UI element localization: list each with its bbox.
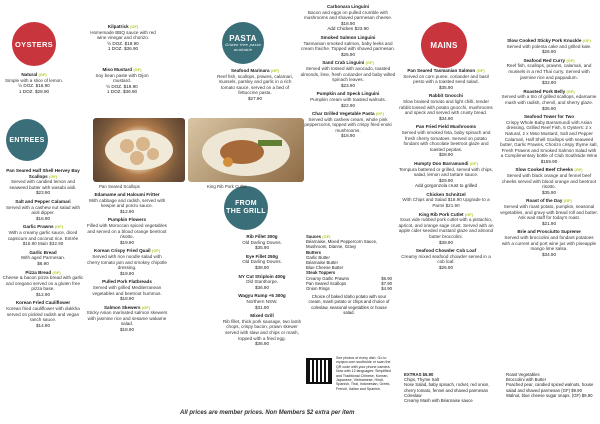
item-desc: Old Stanthorpe. <box>245 279 279 285</box>
grill-list <box>222 234 302 350</box>
item-desc: Tasmanian smoked salmon, baby leeks and cream fraiche. Topped with shaved parmesan. <box>301 40 395 52</box>
gf-tag: (GF) <box>476 68 485 73</box>
oysters-natural <box>4 72 64 94</box>
gf-tag: (GF) <box>469 160 478 166</box>
gf-tag: (GF) <box>48 173 58 179</box>
extras-item: Chips, Thyme Salt <box>404 377 440 383</box>
item-name: Garlic Prawns <box>22 224 54 230</box>
sides-note: Choice of baked Idaho potato with sour cream, mash potato or chips and choice of coleslaw, seasonal vegetables or house salad. <box>308 294 390 315</box>
toppers-title: Steak Toppers <box>306 270 336 276</box>
gf-tag: (GF) <box>375 111 385 117</box>
item-price: $18.90 <box>340 133 356 139</box>
gf-tag: (GF) <box>52 269 61 275</box>
item-desc: Tempura battered or grilled, served with chips, salad, lemon and tartare sauce. <box>399 166 493 178</box>
item-desc: Cheese & bacon pizza bread with garlic and oregano served on a gluten free pizza base. <box>2 275 84 292</box>
item-price: $6.90 <box>37 260 49 266</box>
grill-item <box>222 274 302 291</box>
item-price: $21.90 <box>541 220 557 226</box>
grill-circle <box>224 186 268 230</box>
item-price: $39.90 <box>438 239 454 245</box>
item-price: $12.90 <box>35 291 51 297</box>
topper-price: $7.90 <box>381 280 392 286</box>
pasta-item <box>300 60 396 88</box>
item-name: Salt and Pepper Calamari <box>15 198 71 204</box>
pork-cutlet-photo <box>188 118 304 182</box>
pasta2-list <box>300 4 396 142</box>
main-item <box>398 161 494 189</box>
item-desc: Crispy Whole Baby Barramundi with Asian dressing, Grilled Reef Fish, 6 Oysters: 2 x Natural, 2 x Miso Mustard, Salt and Pepper Calamari, Half Shell Scallops with seaweed butter, Garlic Prawns, Chorizo crispy thyme salt, Fresh Prawns and Smoked Salmon Salad with a Complimentary bottle of Club Southside Wine <box>500 119 598 159</box>
item-desc: Sous vide rubbed pork cutlet with a pistachio, apricot, and orange sage crust. Served with an apple cider seeded mustard glaze and almond butter broccolini. <box>398 217 494 240</box>
entree-item <box>2 199 84 221</box>
item-desc: Filled with Moroccan spiced vegetables and served on a blood orange beetroot risotto. <box>87 222 167 240</box>
gf-tag: (GF) <box>365 60 374 66</box>
item-desc: Old Darling Downs. <box>242 259 282 265</box>
item-desc: Homemade BBQ sauce with red wine vinegar and chorizo. <box>90 29 156 41</box>
item-desc: With cabbage and radish, served with kewpie and ponzu sauce. <box>88 197 166 209</box>
grill-item <box>222 234 302 251</box>
item-desc: Served with grilled Mediterranean vegetables and beetroot hummus. <box>92 284 162 296</box>
butter-item: Béarnaise Butter <box>306 260 339 266</box>
oysters-circle <box>12 22 56 66</box>
main-item <box>398 248 494 270</box>
gf-tag: (GF) <box>566 57 575 63</box>
item-price: ½ DOZ. $19.90 <box>107 40 139 46</box>
item-name: Garlic Bread <box>29 249 57 255</box>
pork-cutlet-illustration <box>188 118 304 182</box>
entree-item <box>2 250 84 267</box>
sides-title: Roast Vegetables <box>506 372 540 377</box>
item-desc: Served with rice noodle salad with cherry tomato jam and smokey chipotle dressing. <box>87 253 167 271</box>
item-name: Roast of the Day <box>526 198 563 204</box>
item-desc: Northern NSW. <box>246 298 278 304</box>
item-desc: With a creamy garlic sauce, diced capsicum and coconut rice. Entrée $16.90 Main $32.90 <box>7 229 79 247</box>
main-item <box>500 58 598 86</box>
item-desc: Bacon and eggs on pulled crumble with mushrooms and shaved parmesan cheese. <box>303 9 393 21</box>
item-price: $12.90 <box>119 208 135 214</box>
item-name: Pan Seared Tasmanian Salmon <box>407 68 476 73</box>
item-name: Char Grilled Vegetable Pasta <box>311 111 375 117</box>
grill-title: THE GRILL <box>226 208 266 215</box>
gf-tag: (GF) <box>133 67 142 72</box>
entree-item <box>2 270 84 298</box>
item-name: Pulled Pork Flatbreads <box>102 279 152 285</box>
gf-tag: (GF) <box>54 224 64 230</box>
item-name: Korean Crispy Fried Quail <box>93 248 151 254</box>
item-price: $28.90 <box>438 152 454 158</box>
extras-item: Nose Salad, baby spinach, rocket, red onion, cherry tomato, fennel and shaved parmesan <box>404 382 490 393</box>
item-desc: Soy bean paste with Dijon mustard. <box>95 72 149 84</box>
item-name: Pumpkin and Speck Linguini <box>316 91 380 97</box>
oysters-title: OYSTERS <box>15 39 53 49</box>
item-name: Pan Seared Half Shell Hervey Bay Scallops <box>6 168 80 179</box>
topper-row <box>306 286 392 291</box>
gf-tag: (GF) <box>151 248 161 254</box>
item-price: ½ DOZ. $19.90 <box>106 83 138 89</box>
grill-from: FROM <box>235 200 257 207</box>
item-price: $18.90 <box>119 327 135 333</box>
gf-tag: (GF) <box>464 211 474 217</box>
item-name: Seafood Tower for Two <box>523 114 575 120</box>
pasta-item <box>300 4 396 32</box>
item-name: Sand Crab Linguini <box>322 60 365 66</box>
item-name: Chicken Schnitzel <box>426 191 466 197</box>
butter-item: Garlic Butter <box>306 254 330 260</box>
main-item <box>398 68 494 90</box>
item-name: Eye Fillet 250g <box>246 253 278 259</box>
gf-tag: (GF) <box>141 304 150 310</box>
mains-circle <box>421 22 467 68</box>
item-price: 1 DOZ. $36.90 <box>106 89 138 95</box>
oysters-kilpatrick <box>86 24 160 52</box>
main-item <box>398 93 494 121</box>
topper-price: $6.90 <box>381 275 392 281</box>
item-price: $23.90 <box>35 190 51 196</box>
item-price: $36.90 <box>254 284 270 290</box>
caption-pork-cutlet: King Rib Pork Cutlet <box>207 184 247 189</box>
item-desc: Served with a cashew nut salad with aioli dipper. <box>5 204 81 216</box>
main-item <box>398 192 494 209</box>
pasta-title: PASTA <box>229 34 257 43</box>
item-name: Humpty Doo Barramundi <box>414 160 469 166</box>
qr-code[interactable] <box>306 358 332 384</box>
grill-item <box>222 313 302 347</box>
item-name: Seafood Marinara <box>230 68 270 73</box>
item-desc: Served with broccolini and fondant potatoes with a current and port wine jus with pineapple mango lime salsa. <box>501 235 597 252</box>
item-price-alt: Add Chicken $23.90 <box>327 26 369 32</box>
entree-item <box>86 217 168 245</box>
entrees-circle <box>6 119 48 161</box>
mains2-list <box>500 38 598 260</box>
scallops-photo <box>93 118 185 182</box>
item-desc: Served with roast potato, pumpkin, seasonal vegetables, and gravy with bread roll and butter. Ask wait staff for today's roast. <box>500 204 598 221</box>
entrees-list <box>2 168 84 331</box>
topper-price: $4.90 <box>381 286 392 292</box>
item-price: $19.90 <box>119 270 135 276</box>
entree-item <box>86 192 168 214</box>
gf-tag: (GF) <box>566 88 575 94</box>
sauces-panel <box>306 234 392 315</box>
main-item <box>500 198 598 226</box>
item-desc: Served on corn puree, coriander and basil pesto with a toasted seed salad. <box>403 73 489 85</box>
scallops-illustration <box>93 118 185 182</box>
gf-tag: (GF) <box>130 24 139 29</box>
mains-list <box>398 68 494 274</box>
item-name: Miso Mustard <box>102 67 133 72</box>
item-desc: With Chips and Salad $18.90 Upgrade to a Parmi $21.90 <box>402 197 490 209</box>
item-name: Rabbit Gnocchi <box>429 93 463 99</box>
item-desc: Served with polenta cake and grilled kale. <box>506 43 592 49</box>
entrees2-list <box>86 192 168 336</box>
item-price: $22.90 <box>340 102 356 108</box>
item-desc: Reef fish, scallops, prawns, calamari, and mussels in a red Thai curry. Served with jasmine rice and pappadum. <box>506 63 592 80</box>
item-desc: Slow braised tomato and light chilli, tender rabbit tossed with potato gnocchi, mushrooms and speck and served with crusty bread. <box>399 98 493 116</box>
item-desc: Pumpkin cream with toasted walnuts. <box>310 96 386 102</box>
item-desc: Old Darling Downs. <box>242 239 282 245</box>
main-item <box>500 89 598 111</box>
item-name: Salmon Skewers <box>103 304 141 310</box>
main-item <box>500 38 598 55</box>
extras-panel <box>404 372 492 403</box>
pasta-item <box>212 68 298 102</box>
entree-item <box>2 300 84 328</box>
sides-panel <box>506 372 596 398</box>
item-desc: Simple with a slice of lemon. <box>5 77 63 83</box>
item-desc: Served with smoked feta, baby spinach and fresh cherry tomatoes. Served on potato fondant with chocolate beetroot glaze and toasted pepitas. <box>401 129 491 152</box>
item-price: $18.90 <box>119 296 135 302</box>
item-price: $35.90 <box>254 245 270 251</box>
item-price: $19.90 <box>119 239 135 245</box>
item-price: $34.90 <box>438 115 454 121</box>
gf-tag: (GF) <box>574 167 583 173</box>
entree-item <box>86 305 168 333</box>
item-name: Pumpkin Flowers <box>107 217 147 223</box>
caption-scallops: Pan Seared Scallops <box>99 184 141 189</box>
item-name: Seafood Red Curry <box>523 57 566 63</box>
oysters-miso <box>90 67 154 95</box>
gf-tag: (GF) <box>322 234 331 239</box>
item-desc: Served with tossed with avocado, toasted almonds, lime, fresh coriander and baby wilted spinach leaves. <box>300 65 396 83</box>
item-price: $38.90 <box>254 264 270 270</box>
entree-item <box>86 279 168 301</box>
topper-name: Creamy Garlic Prawns <box>306 275 349 281</box>
item-price: $16.90 <box>35 215 51 221</box>
gf-tag: (GF) <box>582 38 591 43</box>
item-name: Rib Fillet 300g <box>246 234 278 239</box>
item-price: $36.90 <box>254 341 270 347</box>
item-desc: Korean fried cauliflower with dukkha served on pickled radish and vegan ranch sauce. <box>6 306 80 323</box>
sauces-list: Béarnaise, Mixed Peppercorn Sauce, Mushroom, Dianne, Gravy <box>306 239 378 250</box>
extras-title: EXTRAS $5.90 <box>404 372 434 377</box>
item-desc: Reef fish, scallops, prawns, calamari, mussels, parsley and garlic in a rich tomato sauce, served on a bed of fettuccine pasta. <box>217 73 293 96</box>
item-desc: Sticky Asian marinated salmon skewers with jasmine rice and sesame wakame salad. <box>86 310 168 327</box>
item-price: $14.90 <box>35 322 51 328</box>
item-name: NY Cut Striploin 400g <box>238 273 286 279</box>
item-name: Korean Fried Cauliflower <box>15 300 71 306</box>
item-price: 1 DOZ. $36.90 <box>107 46 139 52</box>
item-price-alt: Add gorgonzola crust to grilled <box>414 183 478 189</box>
main-item <box>500 167 598 195</box>
sauces-title: Sauces <box>306 234 322 239</box>
topper-name: Onion Rings <box>306 286 330 292</box>
entree-item <box>2 168 84 196</box>
item-desc: Creamy mixed seafood chowder served in a cob loaf. <box>401 253 491 265</box>
item-name: Pizza Bread <box>25 269 52 275</box>
item-name: Edamame and Haloumi Fritter <box>94 192 160 197</box>
main-item <box>500 229 598 257</box>
item-price: $18.90 <box>340 20 356 26</box>
butter-item: Blue Cheese Butter <box>306 265 344 271</box>
item-name: Wagyu Rump +5 300g <box>238 293 286 299</box>
gf-tag: (GF) <box>38 72 47 77</box>
butters-title: Butters <box>306 249 322 255</box>
item-price: $26.90 <box>541 49 557 55</box>
entree-item <box>86 248 168 276</box>
gf-tag: (GF) <box>270 68 280 73</box>
item-price: $34.90 <box>541 251 557 257</box>
item-price: $159.90 <box>540 158 558 164</box>
main-item <box>500 114 598 164</box>
item-name: Carbonara Linguini <box>326 4 370 9</box>
pasta-list <box>212 68 298 105</box>
item-price: $23.90 <box>340 82 356 88</box>
grill-item <box>222 254 302 271</box>
item-price: $32.90 <box>541 80 557 86</box>
item-price: $26.90 <box>438 265 454 270</box>
topper-name: Pan Seared Scallops <box>306 280 347 286</box>
item-price: $35.90 <box>541 189 557 195</box>
item-price: $35.90 <box>438 84 454 90</box>
main-item <box>398 212 494 246</box>
qr-text: See photos of every dish. Go to myqsm.com southside or scan the QR code with your phone camera. Now with 12 languages: Simplified and Traditional Chinese, Korean, Japanese, Vietnamese, Hindi, Spanish, Thai, Indonesian, Greek, French, Italian and Spanish. <box>336 356 391 391</box>
pasta-item <box>300 91 396 108</box>
item-price: ½ DOZ. $16.90 <box>18 83 50 89</box>
main-item <box>398 124 494 158</box>
gf-tag: (GF) <box>563 198 572 204</box>
item-name: Roasted Pork Belly <box>523 88 566 94</box>
item-name: Natural <box>21 72 38 77</box>
item-desc: Served with candied lemon and seaweed butter with wasabi aioli. <box>9 179 77 190</box>
item-name: Brie and Prosciutto Supreme <box>517 229 581 235</box>
sides-item: Broccolini with Butter <box>506 377 547 383</box>
entree-item <box>2 224 84 246</box>
item-price: 1 DOZ. $28.90 <box>18 88 50 94</box>
item-name: Seafood Chowder Cob Loaf <box>415 248 477 254</box>
item-desc: With aged Parmesan. <box>20 255 66 261</box>
item-desc: Served with black orange and fennel beef cheeks served with blood orange and beetroot risotto. <box>501 173 597 190</box>
pasta-item <box>300 111 396 139</box>
item-name: Smoked Salmon Linguini <box>320 34 376 40</box>
item-price: $29.90 <box>438 177 454 183</box>
item-desc: Served with a trio of grilled scallops, edamame mash with radish, chervil, and sherry glaze. <box>501 94 597 105</box>
extras-item: Creamy Mash with Béarnaise sauce <box>404 398 473 404</box>
item-name: King Rib Pork Cutlet <box>418 211 464 217</box>
mains-title: MAINS <box>430 40 458 50</box>
extras-item: Coleslaw <box>404 392 422 398</box>
item-name: Kilpatrick <box>107 24 129 29</box>
pasta-circle <box>222 22 264 64</box>
entrees-title: ENTREES <box>9 136 45 144</box>
item-price: $25.90 <box>340 51 356 57</box>
item-name: Slow Cooked Beef Cheeks <box>515 167 574 173</box>
sides-item: Poached pear, candied spiced walnuts, house salad and shaved parmesan (GF) $9.90 <box>506 382 594 393</box>
item-price: $36.90 <box>541 105 557 111</box>
item-name: Pan Fried Field Mushrooms <box>415 124 477 130</box>
grill-item <box>222 293 302 310</box>
item-price: $27.90 <box>247 95 263 101</box>
price-footnote: All prices are member prices. Non Members $2 extra per item <box>180 410 355 416</box>
item-desc: Rib fillet, thick pork sausage, two lamb chops, crispy bacon, prawn skewer served with slaw and chips or mash, topped with a fried egg. <box>222 318 302 341</box>
item-name: Slow Cooked Sticky Pork Knuckle <box>507 38 582 43</box>
sides-item: Walnut, blue cheese sugar snaps. (GF) $9.90 <box>506 392 593 398</box>
item-price: $31.90 <box>254 304 270 310</box>
pasta-item <box>300 35 396 57</box>
item-name: Mixed Grill <box>250 313 274 319</box>
pasta-subtitle: Gluten free pasta available <box>225 42 261 52</box>
item-desc: Served with cashew cream, whole pink peppercorns, topped with crispy fried enoki mushrooms. <box>304 116 392 133</box>
